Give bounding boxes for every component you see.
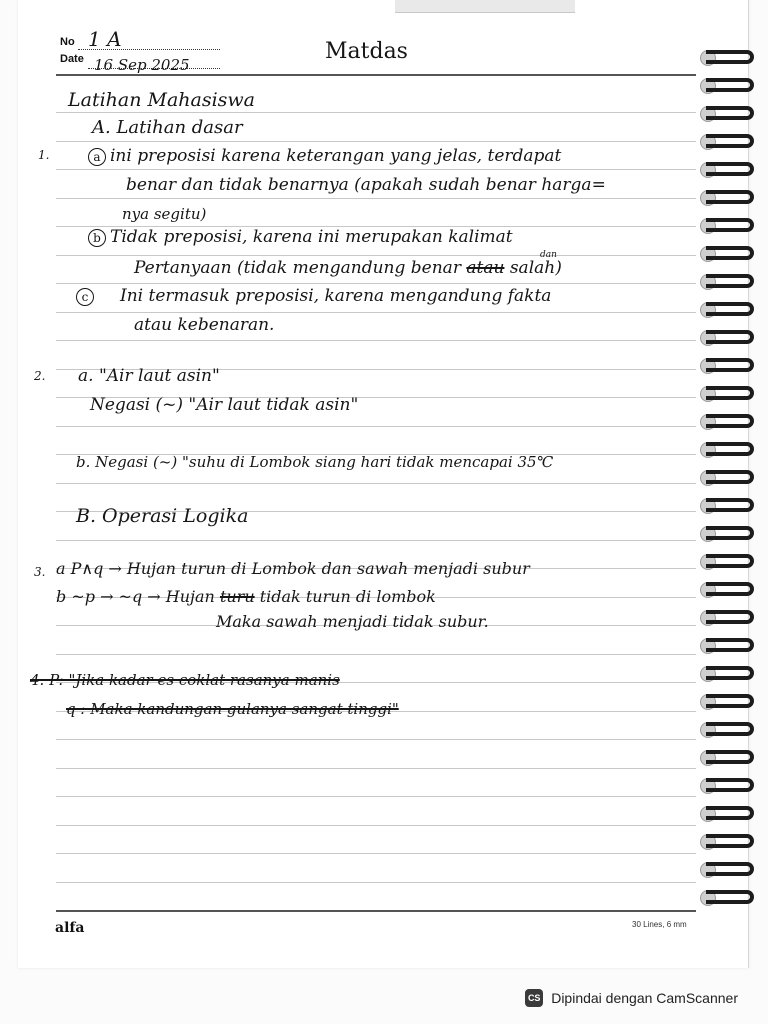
rule-line — [56, 540, 696, 541]
q1a-line3: nya segitu) — [122, 205, 207, 223]
q1b-line2 — [134, 258, 562, 278]
rule-line — [56, 739, 696, 740]
q1b-text2a: Pertanyaan (tidak mengandung benar — [134, 258, 461, 278]
q1b-insert: dan — [540, 250, 557, 260]
q1c-marker: c — [76, 288, 94, 306]
section-a: A. Latihan dasar — [92, 117, 243, 138]
rule-line — [56, 169, 696, 170]
q1b-line1 — [88, 227, 513, 247]
q3b-text1b: tidak turun di lombok — [259, 587, 436, 606]
rule-line — [56, 910, 696, 912]
q2a: a. "Air laut asin" — [78, 366, 220, 386]
scanner-watermark — [525, 987, 738, 1009]
q1c-line2: atau kebenaran. — [134, 315, 275, 335]
q3b-line2: Maka sawah menjadi tidak subur. — [216, 612, 489, 631]
rule-line — [56, 768, 696, 769]
scanner-text: Dipindai dengan CamScanner — [551, 990, 738, 1006]
q4-line1-struck: 4. P: "Jika kadar es coklat rasanya manis — [30, 671, 340, 689]
rule-line — [56, 255, 696, 256]
rule-line — [56, 882, 696, 883]
brand-logo: alfa — [55, 920, 85, 936]
rule-line — [56, 283, 696, 284]
q4-line2-struck: q : Maka kandungan gulanya sangat tinggi" — [66, 700, 399, 718]
rule-line — [56, 340, 696, 341]
rule-line — [56, 198, 696, 199]
rule-line — [56, 825, 696, 826]
rule-line — [56, 426, 696, 427]
q1b-marker: b — [88, 229, 106, 247]
camscanner-icon: CS — [525, 989, 543, 1007]
q1b-text1: Tidak preposisi, karena ini merupakan kalimat — [110, 227, 513, 247]
rule-line — [56, 483, 696, 484]
q3b-text1a: b ~p → ~q → Hujan — [56, 587, 215, 606]
q1a-marker: a — [88, 148, 106, 166]
q1b-text2b: salah) — [509, 258, 562, 278]
rule-line — [56, 853, 696, 854]
date-value: 16 Sep 2025 — [94, 56, 190, 74]
rule-line — [56, 312, 696, 313]
q3a: a P∧q → Hujan turun di Lombok dan sawah menjadi subur — [56, 559, 530, 578]
rule-line — [56, 796, 696, 797]
q3-number: 3. — [34, 565, 46, 579]
no-value: 1 A — [88, 27, 122, 51]
q3b-line1 — [56, 587, 436, 607]
page-top-edge — [395, 0, 575, 13]
page-title: Matdas — [325, 39, 408, 64]
rule-line — [56, 112, 696, 113]
q1c-line1 — [76, 286, 551, 306]
section-b: B. Operasi Logika — [76, 505, 249, 527]
heading: Latihan Mahasiswa — [68, 89, 256, 111]
q2-number: 2. — [34, 369, 46, 383]
q1a-line1 — [88, 146, 561, 166]
q2a-negation: Negasi (~) "Air laut tidak asin" — [90, 395, 359, 415]
q3b-struck: turu — [219, 587, 255, 606]
q1c-text1: Ini termasuk preposisi, karena mengandung fakta — [120, 286, 552, 306]
q2b: b. Negasi (~) "suhu di Lombok siang hari tidak mencapai 35℃ — [76, 453, 554, 471]
date-label: Date — [60, 53, 84, 65]
page-spec: 30 Lines, 6 mm — [632, 920, 687, 929]
rule-line — [56, 654, 696, 655]
q1b-struck: atau — [466, 258, 505, 278]
q1a-text1: ini preposisi karena keterangan yang jelas, terdapat — [110, 146, 562, 166]
q1a-line2: benar dan tidak benarnya (apakah sudah benar harga= — [126, 175, 606, 195]
no-label: No — [60, 36, 75, 48]
rule-line — [56, 141, 696, 142]
q1-number: 1. — [38, 148, 50, 162]
